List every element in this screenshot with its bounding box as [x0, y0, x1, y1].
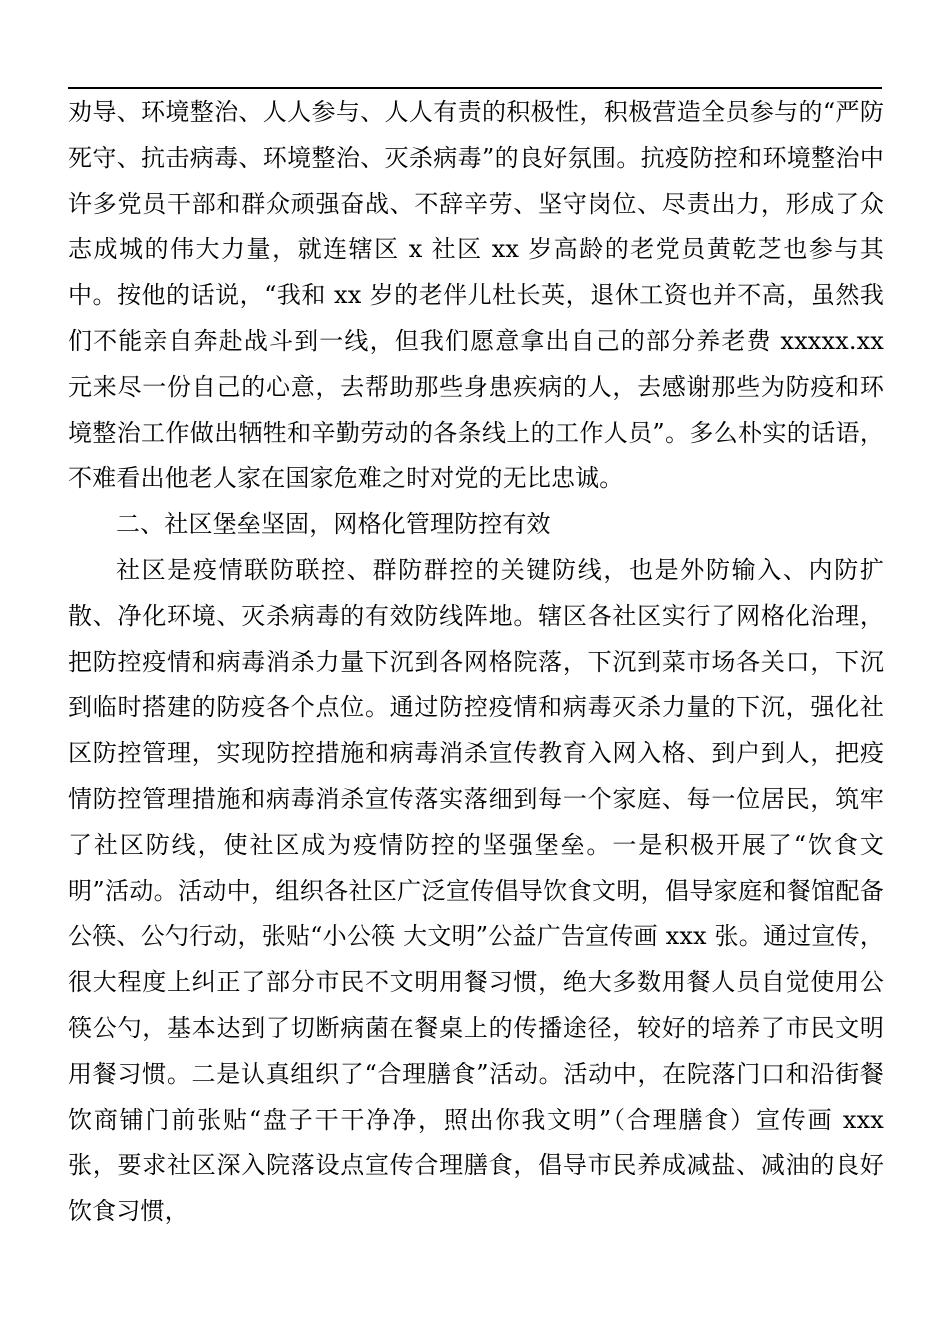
section-heading: 二、社区堡垒坚固，网格化管理防控有效 [116, 510, 551, 539]
document-body [68, 90, 884, 1235]
body-paragraph: 社区是疫情联防联控、群防群控的关键防线，也是外防输入、内防扩散、净化环境、灭杀病毒的有效防线阵地。辖区各社区实行了网格化治理，把防控疫情和病毒消杀力量下沉到各网格院落，下沉到菜市场各关口，下沉到临时搭建的防疫各个点位。通过防控疫情和病毒灭杀力量的下沉，强化社区防控管理，实现防控措施和病毒消杀宣传教育入网入格、到户到人，把疫情防控管理措施和病毒消杀宣传落实落细到每一个家庭、每一位居民，筑牢了社区防线，使社区成为疫情防控的坚强堡垒。一是积极开展了“饮食文明”活动。活动中，组织各社区广泛宣传倡导饮食文明，倡导家庭和餐馆配备公筷、公勺行动，张贴“小公筷 大文明”公益广告宣传画 xxx 张。通过宣传，很大程度上纠正了部分市民不文明用餐习惯，绝大多数用餐人员自觉使用公筷公勺，基本达到了切断病菌在餐桌上的传播途径，较好的培养了市民文明用餐习惯。二是认真组织了“合理膳食”活动。活动中，在院落门口和沿街餐饮商铺门前张贴“盘子干干净净，照出你我文明”（合理膳食）宣传画 xxx 张，要求社区深入院落设点宣传合理膳食，倡导市民养成减盐、减油的良好饮食习惯， [68, 555, 884, 1226]
body-paragraph: 劝导、环境整治、人人参与、人人有责的积极性，积极营造全员参与的“严防死守、抗击病毒、环境整治、灭杀病毒”的良好氛围。抗疫防控和环境整治中许多党员干部和群众顽强奋战、不辞辛劳、坚守岗位、尽责出力，形成了众志成城的伟大力量，就连辖区 x 社区 xx 岁高龄的老党员黄乾芝也参与其中。按他的话说，“我和 xx 岁的老伴儿杜长英，退休工资也并不高，虽然我们不能亲自奔赴战斗到一线，但我们愿意拿出自己的部分养老费 xxxxx.xx 元来尽一份自己的心意，去帮助那些身患疾病的人，去感谢那些为防疫和环境整治工作做出牺牲和辛勤劳动的各条线上的工作人员”。多么朴实的话语，不难看出他老人家在国家危难之时对党的无比忠诚。 [68, 98, 884, 493]
header-divider [68, 87, 882, 89]
